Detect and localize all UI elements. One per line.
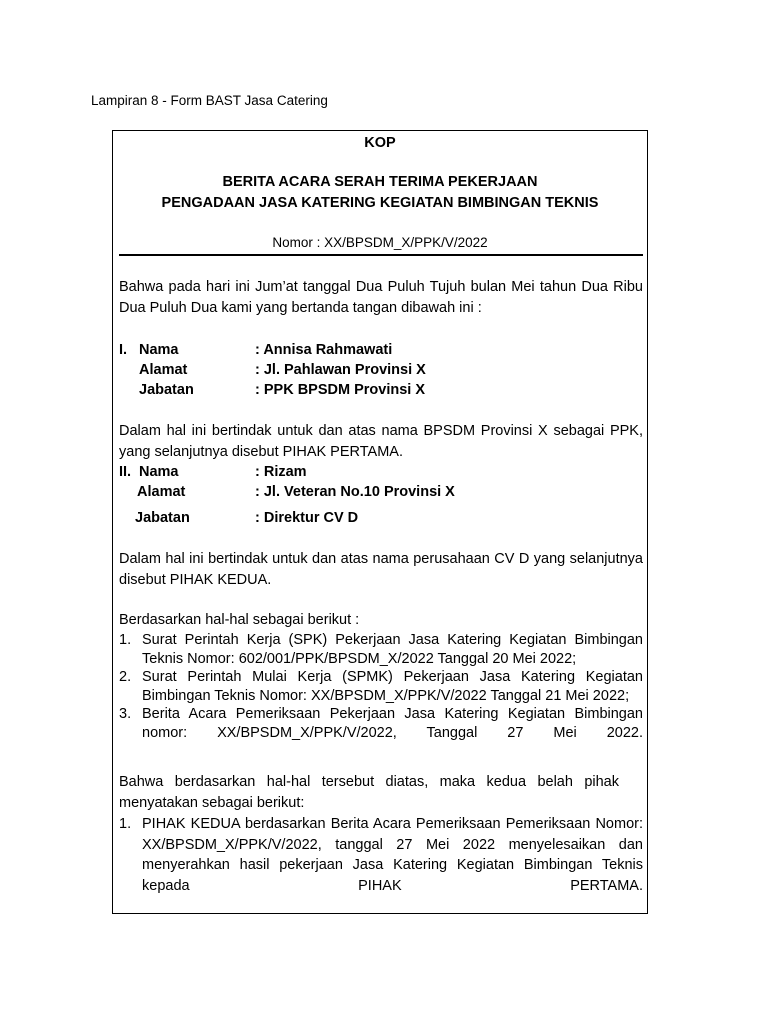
statement-item-1 [119, 814, 643, 896]
basis-item-2-text: Surat Perintah Mulai Kerja (SPMK) Pekerjaan Jasa Katering Kegiatan Bimbingan Teknis Nomor: XX/BPSDM_X/PPK/V/2022 Tanggal 21 Mei 2022; [142, 669, 643, 704]
party-1-label-alamat: Alamat [139, 362, 188, 378]
basis-item-1 [119, 631, 643, 668]
party-1-label-nama: Nama [139, 342, 179, 358]
kop-label: KOP [364, 135, 396, 151]
party-2-number: II. [119, 464, 132, 480]
statement-item-1-text: PIHAK KEDUA berdasarkan Berita Acara Pemeriksaan Pemeriksaan Nomor: XX/BPSDM_X/PPK/V/2022, tanggal 27 Mei 2022 menyelesaikan dan menyerahkan hasil pekerjaan Jasa Katering Kegiatan Bimbingan Teknis kepada PIHAK PERTAMA. [142, 816, 643, 894]
basis-item-3-text: Berita Acara Pemeriksaan Pekerjaan Jasa Katering Kegiatan Bimbingan nomor: XX/BPSDM_X/PPK/V/2022, Tanggal 27 Mei 2022. [142, 706, 643, 741]
party-1-number: I. [119, 342, 128, 358]
party-1-value-jabatan: : PPK BPSDM Provinsi X [255, 382, 426, 398]
party-1-label-jabatan: Jabatan [139, 382, 194, 398]
party-2-label-alamat: Alamat [137, 484, 186, 500]
party-1-value-nama: : Annisa Rahmawati [255, 342, 393, 358]
header-divider [119, 254, 643, 256]
party-2-label-nama: Nama [139, 464, 179, 480]
basis-heading: Berdasarkan hal-hal sebagai berikut : [119, 612, 360, 628]
document-number: Nomor : XX/BPSDM_X/PPK/V/2022 [272, 235, 488, 250]
basis-item-1-text: Surat Perintah Kerja (SPK) Pekerjaan Jasa Katering Kegiatan Bimbingan Teknis Nomor: 602/001/PPK/BPSDM_X/2022 Tanggal 20 Mei 2022; [142, 632, 643, 667]
statement-heading: Bahwa berdasarkan hal-hal tersebut diatas, maka kedua belah pihak menyatakan sebagai berikut: [119, 774, 619, 811]
basis-item-2-number: 2. [119, 669, 132, 685]
basis-item-2 [119, 668, 643, 705]
basis-list [119, 631, 643, 742]
title-line-2: PENGADAAN JASA KATERING KEGIATAN BIMBINGAN TEKNIS [161, 195, 599, 211]
intro-paragraph: Bahwa pada hari ini Jum’at tanggal Dua Puluh Tujuh bulan Mei tahun Dua Ribu Dua Puluh Dua kami yang bertanda tangan dibawah ini : [119, 279, 643, 316]
party-2-value-nama: : Rizam [255, 464, 307, 480]
bast-form-frame [112, 130, 648, 914]
party-1-description: Dalam hal ini bertindak untuk dan atas nama BPSDM Provinsi X sebagai PPK, yang selanjutnya disebut PIHAK PERTAMA. [119, 423, 643, 460]
document-caption: Lampiran 8 - Form BAST Jasa Catering [91, 93, 328, 108]
title-line-1: BERITA ACARA SERAH TERIMA PEKERJAAN [222, 174, 538, 190]
statement-list [119, 814, 643, 896]
party-2-value-alamat: : Jl. Veteran No.10 Provinsi X [255, 484, 455, 500]
party-2-value-jabatan: : Direktur CV D [255, 510, 359, 526]
statement-item-1-number: 1. [119, 816, 132, 832]
party-1-value-alamat: : Jl. Pahlawan Provinsi X [255, 362, 426, 378]
basis-item-1-number: 1. [119, 632, 132, 648]
party-2-description: Dalam hal ini bertindak untuk dan atas nama perusahaan CV D yang selanjutnya disebut PIHAK KEDUA. [119, 551, 643, 588]
basis-item-3-number: 3. [119, 706, 132, 722]
basis-item-3 [119, 705, 643, 742]
party-2-label-jabatan: Jabatan [135, 510, 190, 526]
